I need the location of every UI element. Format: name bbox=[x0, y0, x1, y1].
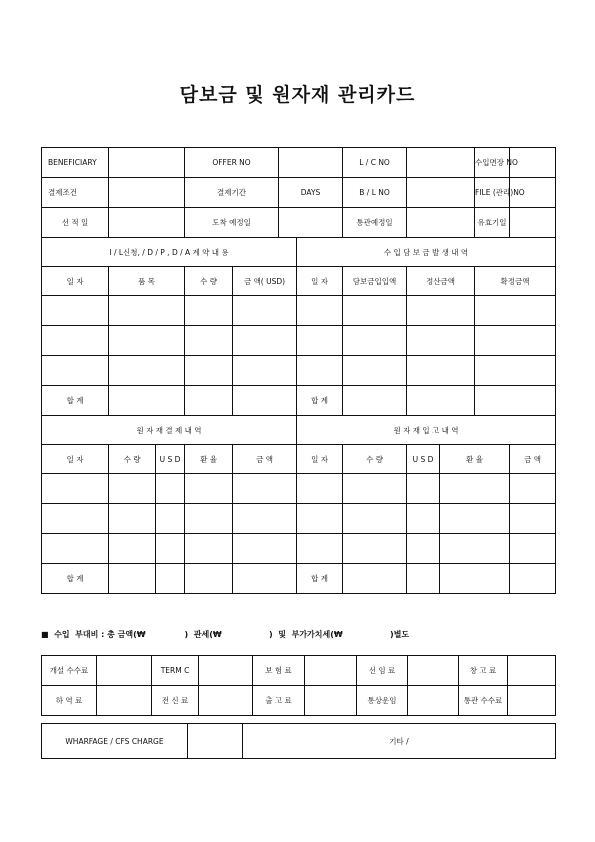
table-cell[interactable] bbox=[109, 504, 156, 534]
table-cell[interactable] bbox=[343, 326, 407, 356]
table-cell[interactable] bbox=[233, 296, 297, 326]
label-file-no: FILE (관리)NO bbox=[475, 178, 510, 208]
extra-row bbox=[42, 724, 556, 759]
table-cell[interactable] bbox=[185, 296, 233, 326]
table-cell[interactable] bbox=[475, 356, 556, 386]
table-cell[interactable] bbox=[156, 504, 185, 534]
col-header: 수 량 bbox=[185, 267, 233, 296]
field-unloading[interactable] bbox=[97, 686, 152, 716]
table-cell[interactable] bbox=[440, 564, 510, 594]
table-cell[interactable] bbox=[233, 474, 297, 504]
table-cell[interactable] bbox=[343, 564, 407, 594]
label-shipping-date: 선 적 일 bbox=[42, 208, 109, 238]
field-opening-fee[interactable] bbox=[97, 656, 152, 686]
table-cell[interactable] bbox=[475, 386, 556, 416]
col-header: 품 목 bbox=[109, 267, 185, 296]
table-cell[interactable] bbox=[185, 504, 233, 534]
import-ancillary-costs-note: ■ 수입 부대비 : 총 금액(₩ ) 관세(₩ ) 및 부가가치세(₩ )별도 bbox=[41, 630, 410, 639]
table-cell[interactable] bbox=[407, 326, 475, 356]
table-cell[interactable] bbox=[407, 296, 475, 326]
section1-sum-row bbox=[42, 386, 556, 416]
table-cell[interactable] bbox=[42, 326, 109, 356]
label-term-c: TERM C bbox=[152, 656, 199, 686]
col-header: 확정금액 bbox=[475, 267, 556, 296]
table-cell[interactable] bbox=[42, 296, 109, 326]
table-row bbox=[42, 326, 556, 356]
label-transport: 통상운임 bbox=[357, 686, 408, 716]
table-cell[interactable] bbox=[297, 326, 343, 356]
field-expiry-date[interactable] bbox=[510, 208, 556, 238]
sum-label: 합 계 bbox=[42, 386, 109, 416]
table-cell[interactable] bbox=[407, 564, 440, 594]
table-row bbox=[42, 296, 556, 326]
table-cell[interactable] bbox=[440, 504, 510, 534]
table-cell[interactable] bbox=[407, 504, 440, 534]
table-cell[interactable] bbox=[185, 326, 233, 356]
col-header: 환 율 bbox=[440, 445, 510, 474]
table-cell[interactable] bbox=[233, 504, 297, 534]
col-header: U S D bbox=[407, 445, 440, 474]
label-freight: 선 임 료 bbox=[357, 656, 408, 686]
field-offer-no[interactable] bbox=[279, 148, 343, 178]
field-arrival-date[interactable] bbox=[279, 208, 343, 238]
label-customs-fee: 통관 수수료 bbox=[459, 686, 508, 716]
field-bl-no[interactable] bbox=[407, 178, 475, 208]
fees-row-1 bbox=[42, 656, 556, 686]
label-other[interactable]: 기타 / bbox=[243, 724, 556, 759]
col-header: 일 자 bbox=[297, 267, 343, 296]
label-beneficiary: BENEFICIARY bbox=[42, 148, 109, 178]
section2-column-headers bbox=[42, 445, 556, 474]
label-unloading: 하 역 료 bbox=[42, 686, 97, 716]
field-beneficiary[interactable] bbox=[109, 148, 185, 178]
table-cell[interactable] bbox=[510, 564, 556, 594]
label-offer-no: OFFER NO bbox=[185, 148, 279, 178]
table-cell[interactable] bbox=[475, 326, 556, 356]
table-cell[interactable] bbox=[407, 386, 475, 416]
extra-charges-table bbox=[41, 723, 556, 759]
label-import-license-no: 수입면장 NO bbox=[475, 148, 510, 178]
table-cell[interactable] bbox=[510, 504, 556, 534]
label-lc-no: L / C NO bbox=[343, 148, 407, 178]
field-lc-no[interactable] bbox=[407, 148, 475, 178]
table-cell[interactable] bbox=[156, 564, 185, 594]
info-row-2 bbox=[42, 178, 556, 208]
section2-header-row bbox=[42, 416, 556, 445]
section-contract-details: I / L신청, / D / P , D / A 계 약 내 용 bbox=[42, 238, 297, 267]
col-header: 수 량 bbox=[109, 445, 156, 474]
table-cell[interactable] bbox=[297, 356, 343, 386]
field-clearance-date[interactable] bbox=[407, 208, 475, 238]
table-cell[interactable] bbox=[185, 474, 233, 504]
section-material-payment: 원 자 재 결 제 내 역 bbox=[42, 416, 297, 445]
label-clearance-date: 통관예정일 bbox=[343, 208, 407, 238]
field-insurance[interactable] bbox=[305, 656, 357, 686]
label-delivery-fee: 출 고 료 bbox=[253, 686, 305, 716]
label-telex-fee: 전 신 료 bbox=[152, 686, 199, 716]
table-cell[interactable] bbox=[343, 504, 407, 534]
section2-sum-row bbox=[42, 564, 556, 594]
field-transport[interactable] bbox=[408, 686, 459, 716]
table-cell[interactable] bbox=[109, 296, 185, 326]
table-cell[interactable] bbox=[233, 386, 297, 416]
info-row-1 bbox=[42, 148, 556, 178]
table-cell[interactable] bbox=[233, 356, 297, 386]
table-cell[interactable] bbox=[510, 474, 556, 504]
table-cell[interactable] bbox=[109, 386, 185, 416]
label-bl-no: B / L NO bbox=[343, 178, 407, 208]
label-arrival-date: 도착 예정일 bbox=[185, 208, 279, 238]
info-row-3 bbox=[42, 208, 556, 238]
label-payment-terms: 결제조건 bbox=[42, 178, 109, 208]
table-row bbox=[42, 534, 556, 564]
label-insurance: 보 험 료 bbox=[253, 656, 305, 686]
management-card-table bbox=[41, 147, 556, 594]
table-cell[interactable] bbox=[407, 356, 475, 386]
table-cell[interactable] bbox=[185, 564, 233, 594]
table-cell[interactable] bbox=[440, 474, 510, 504]
table-cell[interactable] bbox=[343, 386, 407, 416]
label-storage: 창 고 료 bbox=[459, 656, 508, 686]
table-cell[interactable] bbox=[233, 534, 297, 564]
table-cell[interactable] bbox=[109, 564, 156, 594]
label-expiry-date: 유효기일 bbox=[475, 208, 510, 238]
section-deposit-details: 수 입 담 보 금 발 생 내 역 bbox=[297, 238, 556, 267]
table-cell[interactable] bbox=[185, 356, 233, 386]
table-cell[interactable] bbox=[42, 356, 109, 386]
table-cell[interactable] bbox=[185, 534, 233, 564]
field-payment-terms[interactable] bbox=[109, 178, 185, 208]
table-cell[interactable] bbox=[407, 534, 440, 564]
table-cell[interactable] bbox=[109, 326, 185, 356]
col-header: U S D bbox=[156, 445, 185, 474]
label-opening-fee: 개설 수수료 bbox=[42, 656, 97, 686]
section-material-receipt: 원 자 재 입 고 내 역 bbox=[297, 416, 556, 445]
table-cell[interactable] bbox=[42, 504, 109, 534]
table-cell[interactable] bbox=[297, 296, 343, 326]
fees-row-2 bbox=[42, 686, 556, 716]
col-header: 정산금액 bbox=[407, 267, 475, 296]
col-header: 금 액 bbox=[510, 445, 556, 474]
col-header: 금 액 bbox=[233, 445, 297, 474]
field-freight[interactable] bbox=[408, 656, 459, 686]
table-row bbox=[42, 504, 556, 534]
table-cell[interactable] bbox=[109, 534, 156, 564]
table-cell[interactable] bbox=[343, 296, 407, 326]
table-cell[interactable] bbox=[343, 356, 407, 386]
section1-header-row bbox=[42, 238, 556, 267]
field-storage[interactable] bbox=[508, 656, 556, 686]
table-cell[interactable] bbox=[510, 534, 556, 564]
table-cell[interactable] bbox=[233, 326, 297, 356]
fees-table bbox=[41, 655, 556, 716]
col-header: 환 율 bbox=[185, 445, 233, 474]
label-wharfage-cfs: WHARFAGE / CFS CHARGE bbox=[42, 724, 188, 759]
table-cell[interactable] bbox=[42, 534, 109, 564]
label-days: DAYS bbox=[279, 178, 343, 208]
table-cell[interactable] bbox=[109, 356, 185, 386]
label-payment-period: 결제기간 bbox=[185, 178, 279, 208]
table-cell[interactable] bbox=[343, 474, 407, 504]
sum-label: 합 계 bbox=[297, 386, 343, 416]
table-row bbox=[42, 474, 556, 504]
table-cell[interactable] bbox=[156, 474, 185, 504]
page-title: 담보금 및 원자재 관리카드 bbox=[179, 84, 416, 106]
table-cell[interactable] bbox=[297, 504, 343, 534]
table-cell[interactable] bbox=[109, 474, 156, 504]
table-cell[interactable] bbox=[343, 534, 407, 564]
table-cell[interactable] bbox=[297, 534, 343, 564]
table-cell[interactable] bbox=[297, 474, 343, 504]
col-header: 일 자 bbox=[42, 445, 109, 474]
table-row bbox=[42, 356, 556, 386]
field-customs-fee[interactable] bbox=[508, 686, 556, 716]
table-cell[interactable] bbox=[407, 474, 440, 504]
col-header: 수 량 bbox=[343, 445, 407, 474]
field-wharfage-cfs[interactable] bbox=[188, 724, 243, 759]
col-header: 금 액( USD) bbox=[233, 267, 297, 296]
field-telex-fee[interactable] bbox=[199, 686, 253, 716]
table-cell[interactable] bbox=[185, 386, 233, 416]
table-cell[interactable] bbox=[233, 564, 297, 594]
field-delivery-fee[interactable] bbox=[305, 686, 357, 716]
field-shipping-date[interactable] bbox=[109, 208, 185, 238]
col-header: 일 자 bbox=[297, 445, 343, 474]
sum-label: 합 계 bbox=[42, 564, 109, 594]
table-cell[interactable] bbox=[440, 534, 510, 564]
table-cell[interactable] bbox=[42, 474, 109, 504]
sum-label: 합 계 bbox=[297, 564, 343, 594]
col-header: 담보금입입액 bbox=[343, 267, 407, 296]
table-cell[interactable] bbox=[156, 534, 185, 564]
field-term-c[interactable] bbox=[199, 656, 253, 686]
section1-column-headers bbox=[42, 267, 556, 296]
col-header: 일 자 bbox=[42, 267, 109, 296]
table-cell[interactable] bbox=[475, 296, 556, 326]
